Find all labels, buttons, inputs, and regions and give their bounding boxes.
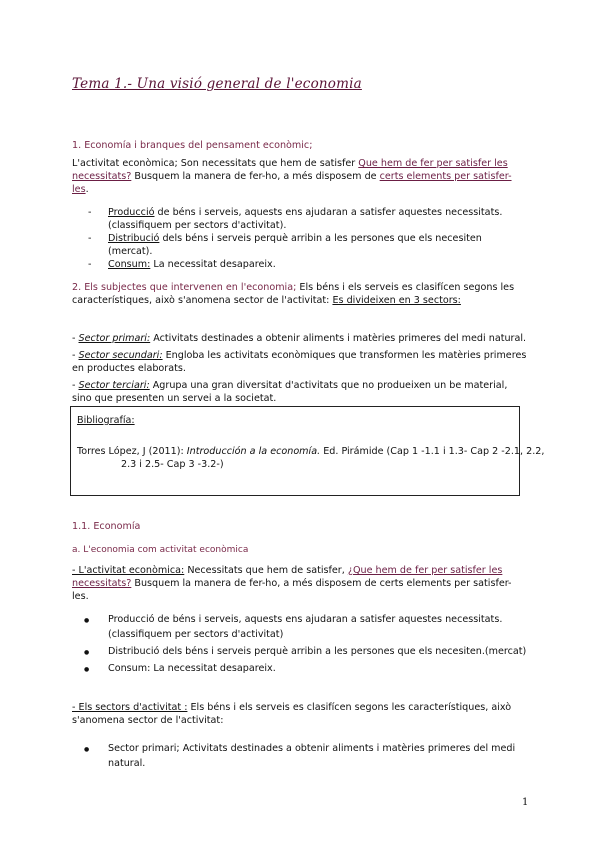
s2-text-a: Els béns i els serveis es clasifícen segons les característiques, això s'anomena sector de l'activitat: [72,282,515,306]
section-1-1-subheading: a. L'economia com activitat econòmica [72,545,249,555]
item-label: Distribució [108,233,160,244]
bib-rest: Ed. Pirámide (Cap 1 -1.1 i 1.3- Cap 2 -2.1, 2.2, 2.3 i 2.5- Cap 3 -3.2-) [121,446,545,470]
s11-link: ¿Que hem de fer per satisfer les necessitats? [72,565,503,589]
sector-paragraph [72,349,528,375]
dash: - [72,333,79,344]
s11-sectors-text: Els béns i els serveis es clasifícen segons les característiques, això s'anomena sector de l'activitat: [72,702,512,726]
list-item: ● Consum: La necessitat desapareix. [72,661,528,676]
section-1-list [72,206,528,271]
sector-paragraph [72,379,528,405]
section-1-heading: 1. Economía i branques del pensament econòmic; [72,140,313,151]
section-1-paragraph [72,157,528,196]
s1-link-a: Que hem de fer per satisfer les necessitats? [72,158,508,182]
page-number: 1 [522,797,529,808]
s11-text-b: Busquem la manera de fer-ho, a més disposem de certs elements per satisfer-les. [72,578,512,602]
sector-label: Sector terciari: [78,380,150,391]
s11-sectors-label: - Els sectors d'activitat : [72,702,188,713]
sector-label: Sector primari: [78,333,151,344]
sector-paragraph [72,332,528,345]
s1-text-c: . [85,184,89,195]
item-text: La necessitat desapareix. [150,259,276,270]
bibliography-entry [77,445,557,471]
list-item [72,258,528,271]
s11-sector-list [72,741,528,773]
dash: - [72,350,79,361]
item-label: Producció [108,207,155,218]
item-text: de béns i serveis, aquests ens ajudaran a satisfer aquestes necessitats.(classifiquem per sectors d'activitat). [108,207,503,231]
s11-text-a: Necessitats que hem de satisfer, [184,565,348,576]
section-1-1-heading: 1.1. Economía [72,521,141,532]
sector-text: Activitats destinades a obtenir aliments i matèries primeres del medi natural. [150,333,527,344]
s1-text-b: Busquem la manera de fer-ho, a més disposem de [131,171,380,182]
bib-book: Introducción a la economía. [186,446,321,457]
s11-label: - L'activitat econòmica: [72,565,185,576]
list-item [72,206,528,232]
bibliography-box [70,406,545,496]
bibliography-heading: Bibliografía: [77,415,135,426]
list-item: ● Producció de béns i serveis, aquests ens ajudaran a satisfer aquestes necessitats.(classifiquem per sectors d'activitat) [72,612,528,642]
list-item: ● Distribució dels béns i serveis perquè arribin a les persones que els necesiten.(mercat) [72,644,528,659]
s11-paragraph [72,564,528,603]
sector-text: Agrupa una gran diversitat d'activitats que no produeixen un be material, sino que presenten un servei a la societat. [72,380,508,404]
item-text: dels béns i serveis perquè arribin a les persones que els necesiten (mercat). [108,233,482,257]
s1-text-a: L'activitat econòmica; Son necessitats que hem de satisfer [72,158,359,169]
section-2-heading: 2. Els subjectes que intervenen en l'economia; [72,282,297,293]
s11-sectors-paragraph [72,701,528,727]
page-title: Tema 1.- Una visió general de l'economia [72,76,362,92]
s1-link-b: certs elements per satisfer-les [72,171,512,195]
s2-underlined: Es divideixen en 3 sectors: [332,295,461,306]
item-label: Consum: [108,259,151,270]
section-2-paragraph [72,281,528,307]
list-item [72,232,528,258]
dash: - [72,380,79,391]
list-item: ● Sector primari; Activitats destinades a obtenir aliments i matèries primeres del medi natural. [72,741,528,771]
bib-author: Torres López, J (2011): [77,446,187,457]
sector-label: Sector secundari: [78,350,163,361]
s11-list [72,612,528,678]
sector-text: Engloba les activitats econòmiques que transformen les matèries primeres en productes elaborats. [72,350,527,374]
